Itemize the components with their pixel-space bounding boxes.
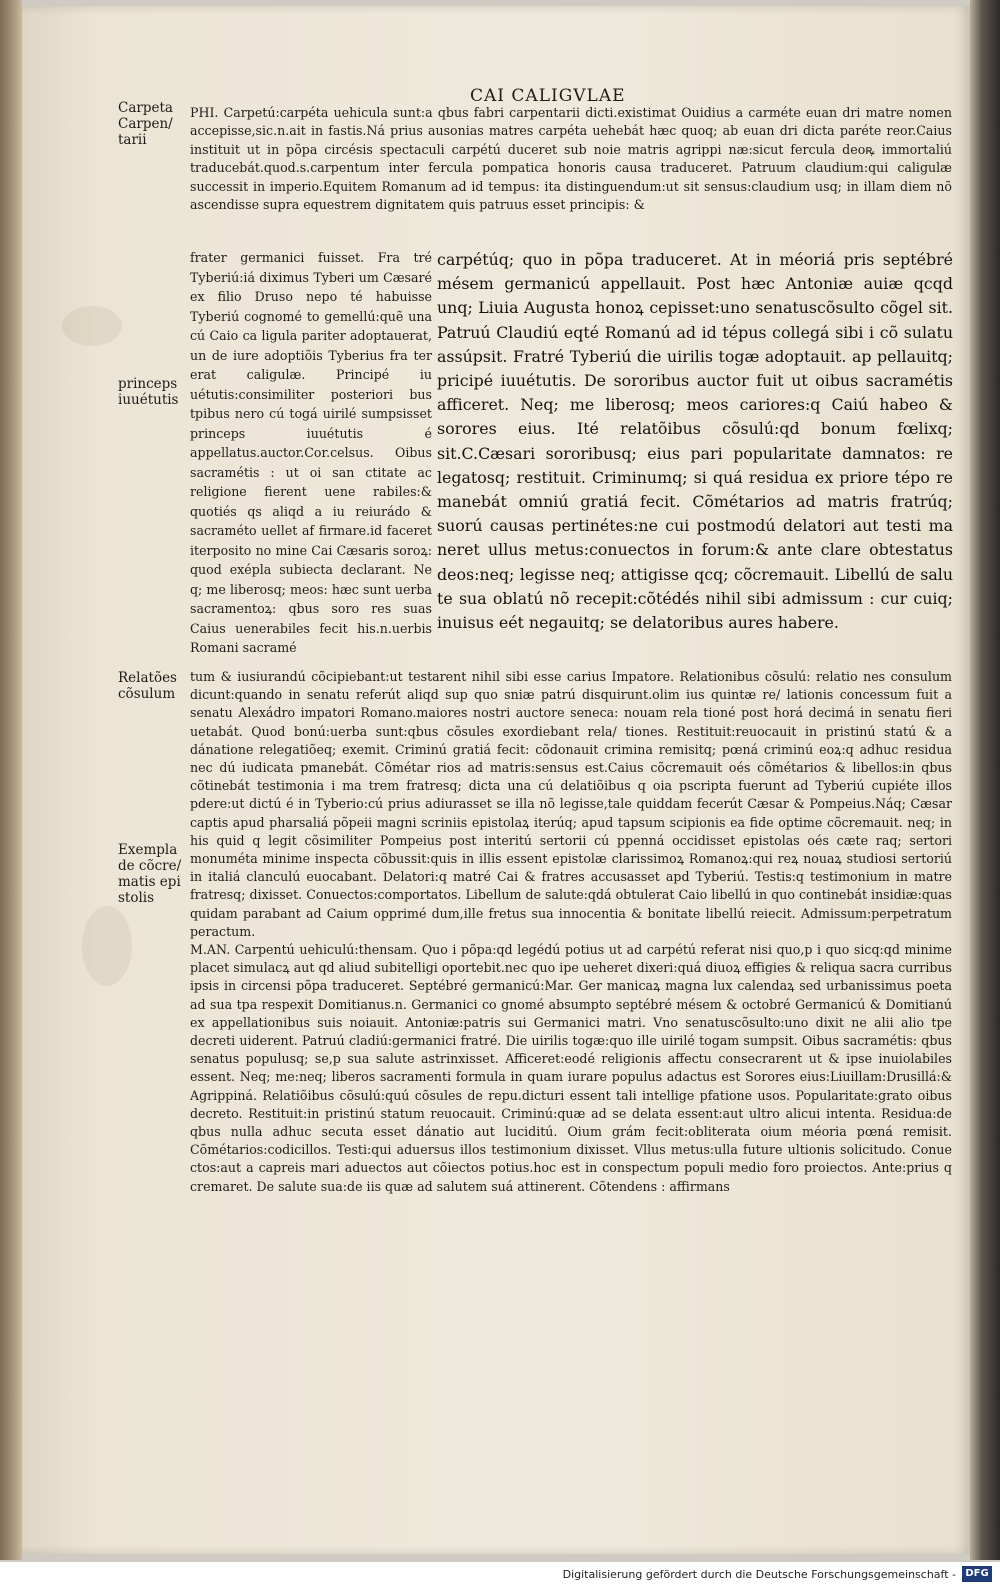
margin-note-carpeta: Carpeta Carpen/ tarii: [118, 100, 173, 148]
commentary-left-column: [190, 248, 432, 658]
commentary-lower: [190, 668, 952, 1196]
margin-note-exempla: Exempla de cõcre/ matis epi stolis: [118, 842, 182, 906]
running-head: CAI CALIGVLAE: [470, 86, 626, 106]
main-text: carpétúq; quo in põpa traduceret. At in méoriá pris septébré mésem germanicú appellauit. Post hæc Antoniæ auiæ qcqd unq; Liuia Augusta honoꝝ cepisset:uno senatuscõsulto cõgel sit. Patruú Claudiú eqté Romanú ad id tépus collegá sibi i cõ sulatu assúpsit. Fratré Tyberiú die uirilis togæ adoptauit. ap pellauitq; pricipé iuuétutis. De sororibus auctor fuit ut oibus sacramétis afficeret. Neq; me liberosq; meos cariores:q Caiú habeo & sorores eius. Ité relatõibus cõsulú:qd bonum fœlixq; sit.C.Cæsari sororibusq; eius pari popularitate damnatos: re legatosq; restituit. Criminumq; si quá residua ex priore tépo re manebát omniú gratiá fecit. Cõmétarios ad matris fratrúq; suorú causas pertinétes:ne cui postmodú delatori aut testi ma neret ullus metus:conuectos in forum:& ante clare obtestatus deos:neq; legisse neq; attigisse qcq; cõcremauit. Libellú de salu te sua oblatú nõ recepit:cõtédés nihil sibi admissum : cur cuiq; inuisus eét negauitq; se delatoribus aures habere.: [437, 250, 953, 633]
footer-credit: Digitalisierung gefördert durch die Deutsche Forschungsgemeinschaft -: [562, 1568, 956, 1581]
margin-note-relationes: Relatões cõsulum: [118, 670, 177, 702]
page-stain: [62, 306, 122, 346]
dfg-logo: DFG: [962, 1566, 992, 1582]
book-edge-left: [0, 0, 22, 1560]
commentary-lower-2: M.AN. Carpentú uehiculú:thensam. Quo i põpa:qd legédú potius ut ad carpétú referat nisi quo,p i quo sicq:qd minime placet simulacꝝ aut qd aliud subitelligi oportebit.nec quo ipe ueheret dixeri:quá diuoꝝ effigies & reliqua sacra curribus ipsis in circensi põpa traduceret. Septébré germanicú:Mar. Ger manicaꝝ magna lux calendaꝝ sed urbanissimus poeta ad sua tpa respexit Domitianus.n. Germanici co gnomé absumpto septébré mésem & octobré Germanicú & Domitianú ex appellationibus suis noiauit. Antoniæ:patris sui Germanici matri. Vno senatuscõsulto:uno dixit ne alii alio tpe decreti uiderent. Patruú cladiú:germanici fratré. Die uirilis togæ:quo ille uirilé togam sumpsit. Oibus sacramétis: qbus senatus populusq; se,p sua salute astrinxisset. Afficeret:eodé religionis affectu consecrarent ut & ipse inuiolabiles essent. Neq; me:neq; liberos sacramenti formula in quam iurare populus adactus est Sorores eius:Liuillam:Drusillá:& Agrippiná. Relatiõibus cõsulú:quú cõsules de repu.dicturi essent tali intellige pfatione usos. Popularitate:grato oibus decreto. Restituit:in pristinú statum reuocauit. Criminú:quæ ad se delata essent:aut ultro alicui intenta. Residua:de qbus nulla adhuc secuta esset dánatio aut luciditú. Oium grám fecit:obliterata oium méoria pœná remisit. Cõmétarios:codicillos. Testi:qui aduersus illos testimonium dixisset. Vllus metus:ulla future ultionis solicitudo. Conue ctos:aut a capreis mari aduectos aut cõiectos potius.hoc est in conspectum populi medio foro proiectos. Ante:prius q cremaret. De salute sua:de iis quæ ad salutem suá attinerent. Cõtendens : affirmans: [190, 942, 952, 1194]
page-stain: [82, 906, 132, 986]
margin-note-princeps: princeps iuuétutis: [118, 376, 179, 408]
footer-bar: [0, 1562, 1000, 1590]
commentary-left-text: frater germanici fuisset. Fra tré Tyberiú:iá diximus Tyberi um Cæsaré ex filio Druso nepo té habuisse Tyberiú cognomé to gemellú:quẽ una cú Caio ca ligula pariter adoptauerat, un de iure adoptiõis Tyberius fra ter erat caligulæ. Principé iu uétutis:consimiliter posteriori bus tpibus nero cú togá uirilé sumpsisset princeps iuuétutis é appellatus.auctor.Cor.celsus. Oibus sacramétis : ut oi san ctitate ac religione fierent uene rabiles:& quotiés qs aliqd a iu reiurádo & sacraméto uellet af firmare.id faceret iterposito no mine Cai Cæsaris soroꝝ: quod exépla subiecta declarant. Ne q; me liberosq; meos: hæc sunt uerba sacramentoꝝ: qbus soro res suas Caius uenerabiles fecit his.n.uerbis Romani sacramé: [190, 250, 432, 655]
book-edge-right: [970, 0, 1000, 1560]
commentary-top: [190, 104, 952, 214]
commentary-lower-1: tum & iusiurandú cõcipiebant:ut testarent nihil sibi esse carius Impatore. Relationibus cõsulú: relatio nes consulum dicunt:quando in senatu referút aliqd sup quo sniæ patrú disquirunt.olim ius quintæ re/ lationis concessum fuit a senatu Alexádro impatori Romano.maiores nostri auctore seneca: nouam rela tioné post horá decimá in senatu fieri uetabát. Quod bonú:uerba sunt:qbus cõsules exordiebant rela/ tiones. Restituit:reuocauit in pristinú statú & a dánatione relegatiõeq; exemit. Criminú gratiá fecit: cõdonauit crimina remisitq; pœná criminú eoꝝ:q adhuc residua nec dú iudicata pmanebát. Cõmétar rios ad matris:sensus est.Caius cõcremauit oés cõmétarios & libellos:in qbus cõtinebát testimonia i ma trem fratresq; dicta una cú delatiõibus q oia pscripta fuerunt ad Tyberiú cupiéte illos pdere:ut dictú é in Tyberio:cú prius adiurasset se illa nõ legisse,tale quiddam fecerút Cæsar & Pompeius.Náq; Cæsar captis apud pharsaliá põpeii magni scriniis epistolaꝝ iterúq; apud tapsum scipionis ea fide optime cõcremauit. neq; in his quid q legit cõsimiliter Pompeius post interitú sertorii cú ppenná occidisset epistolas oés cæte raq; sertori monuméta minime inspecta cõbussit:quis in illis essent epistolæ clarissimoꝝ Romanoꝝ:qui reꝝ nouaꝝ studiosi sertoriú in italiá clanculú euocabant. Delatori:q matré Cai & fratres accusasset apd Tyberiú. Testis:q testimonium in matre fratresq; dixisset. Conuectos:comportatos. Libellum de salute:qdá obtulerat Caio libellú in quo continebát insidiæ:quas quidam parabant ad Caium opprimé dum,ille fretus sua innocentia & bonitate libellú reiecit. Admissum:perpetratum peractum.: [190, 669, 952, 939]
main-text-block: [437, 248, 953, 635]
commentary-top-text: PHI. Carpetú:carpéta uehicula sunt:a qbus fabri carpentarii dicti.existimat Ouidius a carméte euan dri matre nomen accepisse,sic.n.ait in fastis.Ná prius ausonias matres carpéta uehebát hæc quoq; ab euan dri dicta paréte reor.Caius instituit ut in põpa circésis spectaculi carpétú duceret sub noie matris agrippi næ:sicut fercula deoꝶ immortaliú traducebát.quod.s.carpentum inter fercula pompatica honoris causa traduceret. Patruum claudium:qui caligulæ successit in imperio.Equitem Romanum ad id tempus: ita distinguendum:ut sit sensus:claudium usq; in illam diem nõ ascendisse supra equestrem dignitatem quis patruus esset principis: &: [190, 105, 952, 213]
